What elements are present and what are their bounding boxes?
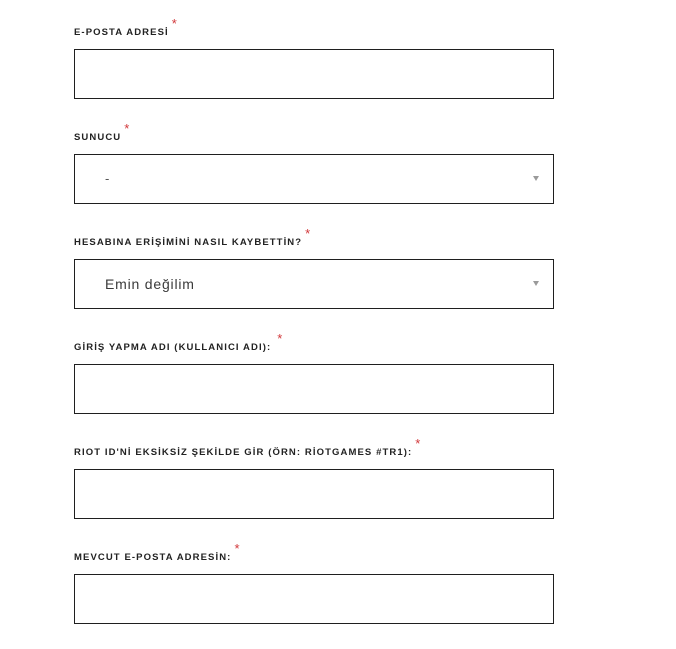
username-input[interactable] — [75, 365, 553, 413]
access-loss-label-row — [74, 226, 311, 248]
username-label-row — [74, 331, 283, 353]
access-loss-select-value: Emin değilim — [105, 276, 195, 292]
email-label: E-POSTA ADRESİ — [74, 27, 169, 38]
current-email-field[interactable] — [74, 574, 554, 624]
email-field[interactable] — [74, 49, 554, 99]
access-loss-select[interactable] — [74, 259, 554, 309]
required-asterisk: * — [277, 331, 283, 346]
access-loss-label: HESABINA ERİŞİMİNİ NASIL KAYBETTİN? — [74, 237, 303, 248]
email-input[interactable] — [75, 50, 553, 98]
server-select-value: - — [105, 171, 111, 186]
riot-id-label: RIOT ID'Nİ EKSİKSİZ ŞEKİLDE GİR (ÖRN: RİOTGAMES #TR1): — [74, 447, 413, 458]
required-asterisk: * — [124, 121, 130, 136]
caret-down-icon — [533, 176, 539, 181]
current-email-label: MEVCUT E-POSTA ADRESİN: — [74, 552, 232, 563]
riot-id-input[interactable] — [75, 470, 553, 518]
required-asterisk: * — [171, 16, 177, 31]
riot-id-label-row — [74, 436, 421, 458]
current-email-input[interactable] — [75, 575, 553, 623]
required-asterisk: * — [305, 226, 311, 241]
email-label-row — [74, 16, 177, 38]
required-asterisk: * — [415, 436, 421, 451]
riot-id-field[interactable] — [74, 469, 554, 519]
server-label: SUNUCU — [74, 132, 122, 143]
required-asterisk: * — [234, 541, 240, 556]
username-field[interactable] — [74, 364, 554, 414]
current-email-label-row — [74, 541, 240, 563]
username-label: GİRİŞ YAPMA ADI (KULLANICI ADI): — [74, 342, 272, 353]
server-label-row — [74, 121, 130, 143]
server-select[interactable] — [74, 154, 554, 204]
caret-down-icon — [533, 281, 539, 286]
